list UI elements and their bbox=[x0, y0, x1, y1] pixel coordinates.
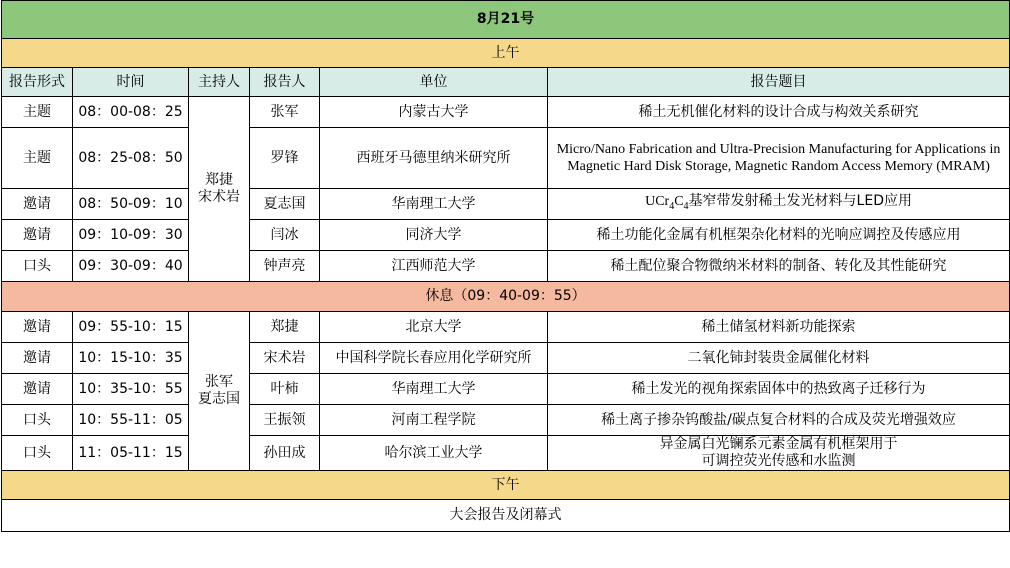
table-row bbox=[2, 405, 1010, 436]
table-row bbox=[2, 251, 1010, 282]
unit-cell: 哈尔滨工业大学 bbox=[320, 436, 548, 471]
host-name: 夏志国 bbox=[198, 391, 240, 407]
time-cell: 09：30-09：40 bbox=[73, 251, 189, 282]
table-row bbox=[2, 374, 1010, 405]
format-cell: 主题 bbox=[2, 128, 73, 189]
table-row bbox=[2, 436, 1010, 471]
table-row bbox=[2, 312, 1010, 343]
topic-cell bbox=[548, 436, 1010, 471]
afternoon-band bbox=[2, 471, 1010, 500]
speaker-cell: 王振领 bbox=[250, 405, 320, 436]
formula-subscript: 4 bbox=[669, 200, 675, 212]
format-cell: 邀请 bbox=[2, 343, 73, 374]
header-speaker: 报告人 bbox=[250, 68, 320, 97]
time-cell: 08：00-08：25 bbox=[73, 97, 189, 128]
format-cell: 邀请 bbox=[2, 189, 73, 220]
speaker-cell: 罗锋 bbox=[250, 128, 320, 189]
topic-cell: 稀土功能化金属有机框架杂化材料的光响应调控及传感应用 bbox=[548, 220, 1010, 251]
closing-label: 大会报告及闭幕式 bbox=[2, 500, 1010, 532]
topic-cell: 稀土配位聚合物微纳米材料的制备、转化及其性能研究 bbox=[548, 251, 1010, 282]
topic-cell: 二氧化铈封装贵金属催化材料 bbox=[548, 343, 1010, 374]
time-cell: 10：35-10：55 bbox=[73, 374, 189, 405]
time-cell: 10：55-11：05 bbox=[73, 405, 189, 436]
formula-text: C bbox=[674, 194, 684, 210]
format-cell: 主题 bbox=[2, 97, 73, 128]
host-cell bbox=[189, 97, 250, 282]
speaker-cell: 郑捷 bbox=[250, 312, 320, 343]
topic-cell: 稀土无机催化材料的设计合成与构效关系研究 bbox=[548, 97, 1010, 128]
topic-cell: 稀土离子掺杂钨酸盐/碳点复合材料的合成及荧光增强效应 bbox=[548, 405, 1010, 436]
format-cell: 邀请 bbox=[2, 312, 73, 343]
morning-label: 上午 bbox=[2, 39, 1010, 68]
topic-cell: 稀土储氢材料新功能探索 bbox=[548, 312, 1010, 343]
break-label: 休息（09：40-09：55） bbox=[2, 282, 1010, 312]
table-row bbox=[2, 343, 1010, 374]
date-title: 8月21号 bbox=[2, 1, 1010, 39]
table-row bbox=[2, 128, 1010, 189]
topic-line: 异金属白光镧系元素金属有机框架用于 bbox=[659, 436, 898, 452]
time-cell: 08：50-09：10 bbox=[73, 189, 189, 220]
formula-text: UCr bbox=[645, 194, 670, 210]
closing-row bbox=[2, 500, 1010, 532]
unit-cell: 华南理工大学 bbox=[320, 374, 548, 405]
unit-cell: 西班牙马德里纳米研究所 bbox=[320, 128, 548, 189]
time-cell: 09：55-10：15 bbox=[73, 312, 189, 343]
speaker-cell: 叶柿 bbox=[250, 374, 320, 405]
speaker-cell: 孙田成 bbox=[250, 436, 320, 471]
format-cell: 口头 bbox=[2, 251, 73, 282]
header-unit: 单位 bbox=[320, 68, 548, 97]
time-cell: 09：10-09：30 bbox=[73, 220, 189, 251]
unit-cell: 北京大学 bbox=[320, 312, 548, 343]
time-cell: 08：25-08：50 bbox=[73, 128, 189, 189]
speaker-cell: 宋术岩 bbox=[250, 343, 320, 374]
speaker-cell: 钟声亮 bbox=[250, 251, 320, 282]
break-band bbox=[2, 282, 1010, 312]
table-row bbox=[2, 97, 1010, 128]
unit-cell: 河南工程学院 bbox=[320, 405, 548, 436]
speaker-cell: 夏志国 bbox=[250, 189, 320, 220]
time-cell: 10：15-10：35 bbox=[73, 343, 189, 374]
date-band bbox=[2, 1, 1010, 39]
table-row bbox=[2, 189, 1010, 220]
topic-cell: 稀土发光的视角探索固体中的热致离子迁移行为 bbox=[548, 374, 1010, 405]
format-cell: 邀请 bbox=[2, 220, 73, 251]
morning-band bbox=[2, 39, 1010, 68]
topic-line: 可调控荧光传感和水监测 bbox=[701, 453, 856, 469]
speaker-cell: 闫冰 bbox=[250, 220, 320, 251]
host-cell bbox=[189, 312, 250, 471]
header-topic: 报告题目 bbox=[548, 68, 1010, 97]
time-cell: 11：05-11：15 bbox=[73, 436, 189, 471]
host-name: 宋术岩 bbox=[198, 189, 240, 205]
table-row bbox=[2, 220, 1010, 251]
header-host: 主持人 bbox=[189, 68, 250, 97]
host-name: 张军 bbox=[205, 374, 233, 390]
format-cell: 邀请 bbox=[2, 374, 73, 405]
formula-subscript: 4 bbox=[683, 200, 689, 212]
topic-text: 基窄带发射稀土发光材料与LED应用 bbox=[688, 193, 912, 210]
host-name: 郑捷 bbox=[205, 172, 233, 188]
header-time: 时间 bbox=[73, 68, 189, 97]
format-cell: 口头 bbox=[2, 436, 73, 471]
header-row bbox=[2, 68, 1010, 97]
unit-cell: 同济大学 bbox=[320, 220, 548, 251]
unit-cell: 华南理工大学 bbox=[320, 189, 548, 220]
format-cell: 口头 bbox=[2, 405, 73, 436]
schedule-table bbox=[1, 0, 1010, 532]
unit-cell: 中国科学院长春应用化学研究所 bbox=[320, 343, 548, 374]
header-format: 报告形式 bbox=[2, 68, 73, 97]
afternoon-label: 下午 bbox=[2, 471, 1010, 500]
topic-cell bbox=[548, 189, 1010, 220]
unit-cell: 江西师范大学 bbox=[320, 251, 548, 282]
unit-cell: 内蒙古大学 bbox=[320, 97, 548, 128]
topic-cell: Micro/Nano Fabrication and Ultra-Precision Manufacturing for Applications in Magnetic Hard Disk Storage, Magnetic Random Access Memory (MRAM) bbox=[548, 128, 1010, 189]
speaker-cell: 张军 bbox=[250, 97, 320, 128]
